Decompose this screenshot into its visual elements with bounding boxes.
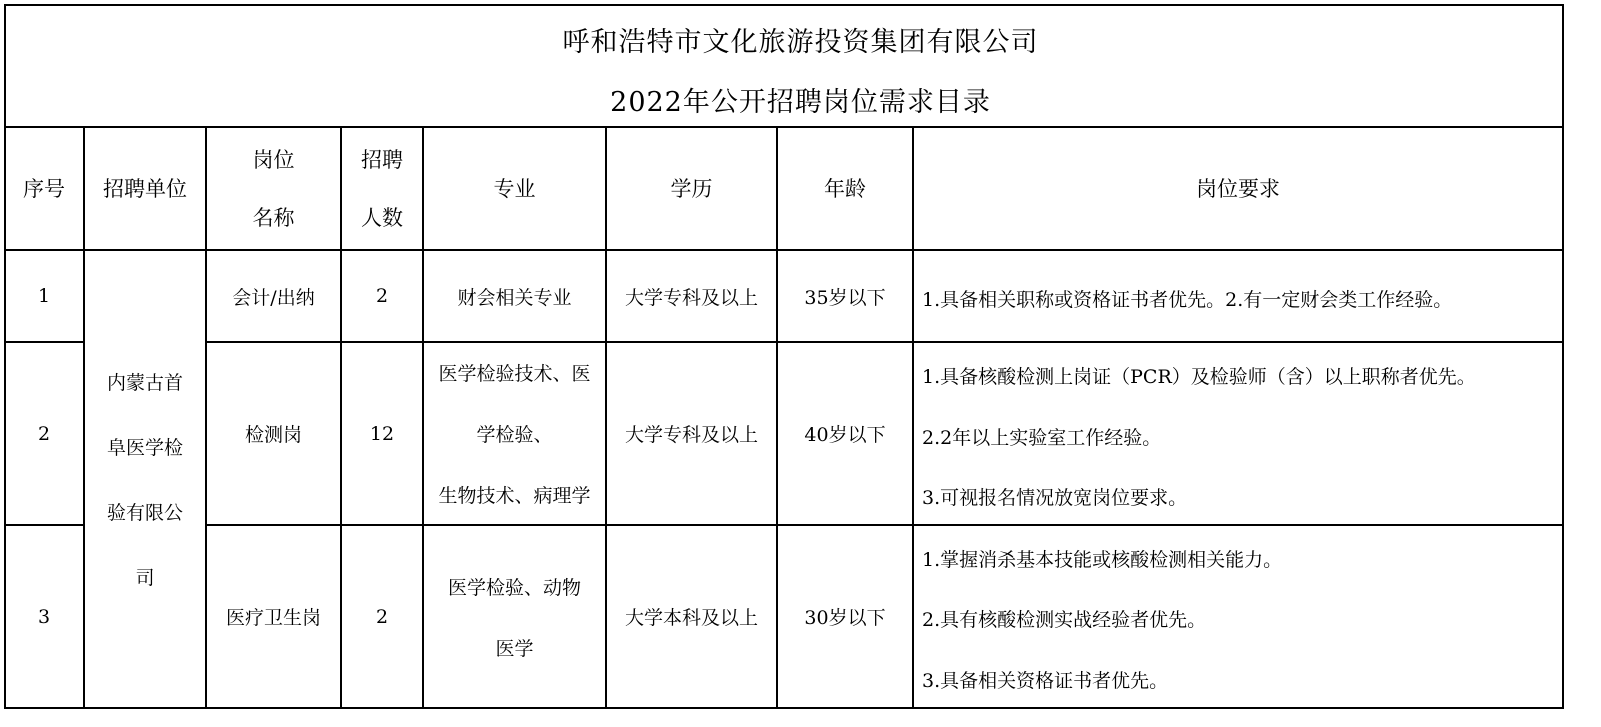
row-3-major-line: 医学检验、动物 [447, 576, 581, 599]
row-2-major-line: 学检验、 [476, 424, 553, 446]
unit-name-cell [85, 251, 205, 707]
row-2-seq: 2 [37, 422, 51, 445]
row-3-age: 30岁以下 [804, 607, 886, 629]
header-seq: 序号 [23, 177, 65, 201]
table-title-line-1: 呼和浩特市文化旅游投资集团有限公司 [562, 27, 1039, 58]
row-3-requirement: 1.掌握消杀基本技能或核酸检测相关能力。 [922, 549, 1283, 571]
row-1-count: 2 [375, 285, 389, 307]
row-1-position: 会计/出纳 [232, 286, 315, 309]
header-count [342, 127, 422, 249]
table-title-line-2: 2022年公开招聘岗位需求目录 [610, 87, 991, 118]
row-3-requirement: 3.具备相关资格证书者优先。 [922, 670, 1169, 692]
row-2-major-line: 医学检验技术、医 [438, 363, 591, 385]
row-3-major [424, 526, 605, 707]
row-1-major: 财会相关专业 [457, 286, 572, 309]
header-position-line-1: 岗位 [252, 148, 295, 172]
header-education: 学历 [670, 177, 713, 201]
row-1-education: 大学专科及以上 [624, 286, 758, 309]
row-1-requirement: 1.具备相关职称或资格证书者优先。2.有一定财会类工作经验。 [922, 289, 1453, 311]
row-3-requirement: 2.具有核酸检测实战经验者优先。 [922, 609, 1207, 631]
row-3-count: 2 [375, 605, 389, 628]
header-count-line-1: 招聘 [361, 148, 403, 172]
row-3-major-line: 医学 [495, 637, 534, 660]
row-1-seq: 1 [37, 285, 51, 307]
header-requirements: 岗位要求 [1196, 177, 1280, 201]
grid-line [4, 4, 1564, 6]
row-2-requirement: 1.具备核酸检测上岗证（PCR）及检验师（含）以上职称者优先。 [922, 366, 1476, 388]
row-3-seq: 3 [37, 605, 51, 628]
row-2-position: 检测岗 [244, 424, 302, 446]
row-2-count: 12 [369, 422, 395, 445]
row-2-requirement: 2.2年以上实验室工作经验。 [922, 427, 1162, 449]
unit-name-line: 司 [135, 567, 155, 589]
header-position [207, 127, 340, 249]
row-3-position: 医疗卫生岗 [225, 607, 321, 629]
row-2-major [424, 343, 605, 524]
row-3-education: 大学本科及以上 [624, 607, 758, 629]
unit-name-line: 内蒙古首 [106, 372, 183, 394]
row-2-education: 大学专科及以上 [624, 424, 758, 446]
row-2-requirement: 3.可视报名情况放宽岗位要求。 [922, 487, 1188, 509]
header-count-line-2: 人数 [361, 206, 403, 230]
header-major: 专业 [493, 177, 536, 201]
row-1-age: 35岁以下 [804, 286, 886, 309]
unit-name-line: 验有限公 [106, 502, 183, 524]
grid-line [4, 707, 1564, 709]
header-position-line-2: 名称 [252, 206, 295, 230]
row-2-major-line: 生物技术、病理学 [438, 485, 591, 507]
unit-name-line: 阜医学检 [106, 437, 183, 459]
grid-line [1562, 4, 1564, 709]
header-age: 年龄 [824, 177, 866, 201]
header-unit: 招聘单位 [103, 177, 187, 201]
row-2-age: 40岁以下 [804, 424, 886, 446]
